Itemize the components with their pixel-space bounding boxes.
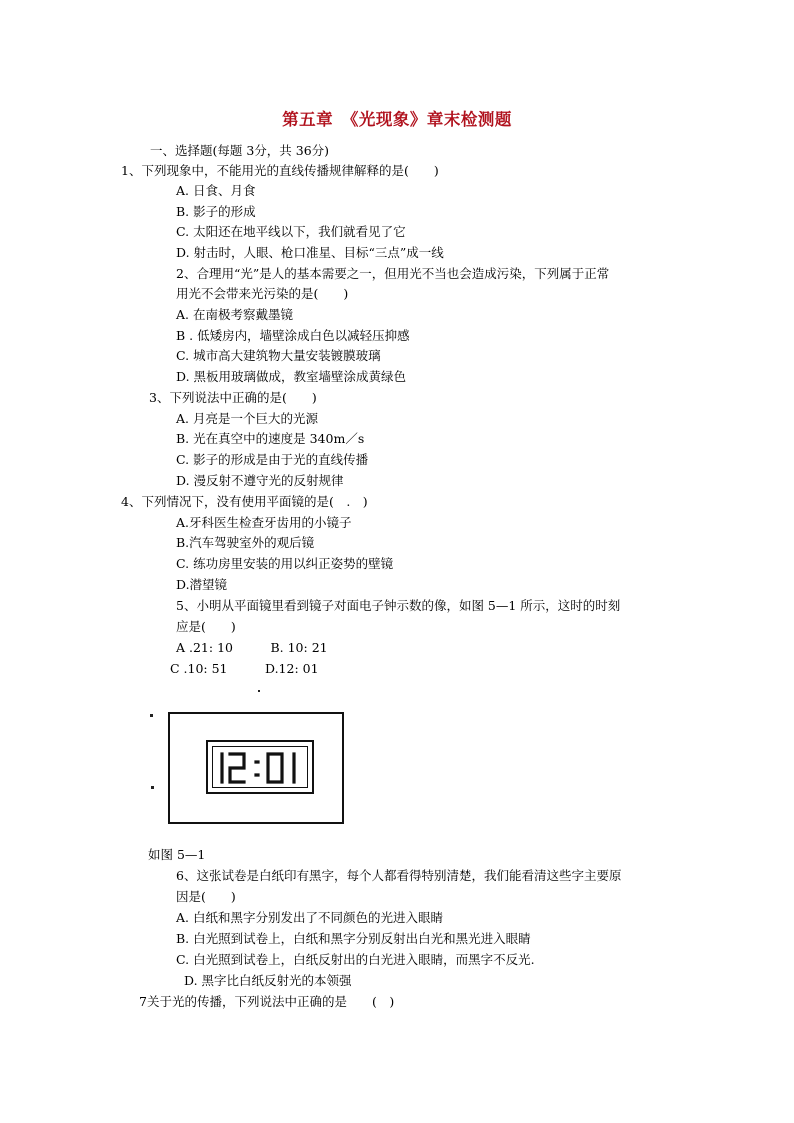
question-3-stem: 3、下列说法中正确的是( )	[149, 390, 317, 405]
question-5-options-c-d: C .10: 51 D.12: 01	[170, 661, 319, 676]
page-title: 第五章 《光现象》章末检测题	[282, 110, 512, 129]
digital-clock-display	[206, 740, 314, 794]
question-2-stem-line-2: 用光不会带来光污染的是( )	[176, 286, 349, 301]
question-6-option-d: D. 黑字比白纸反射光的本领强	[184, 973, 352, 988]
question-1-stem: 1、下列现象中，不能用光的直线传播规律解释的是( )	[121, 163, 439, 178]
question-7-stem: 7关于光的传播，下列说法中正确的是 ( )	[139, 994, 395, 1009]
figure-caption: 如图 5—1	[148, 847, 206, 862]
question-2-option-a: A. 在南极考察戴墨镜	[176, 307, 293, 322]
question-4-stem: 4、下列情况下，没有使用平面镜的是( . )	[121, 494, 368, 509]
question-1-option-b: B. 影子的形成	[176, 204, 256, 219]
scan-mark	[151, 786, 154, 789]
question-6-option-a: A. 白纸和黑字分别发出了不同颜色的光进入眼睛	[176, 910, 443, 925]
question-3-option-c: C. 影子的形成是由于光的直线传播	[176, 452, 369, 467]
scan-mark	[150, 714, 153, 717]
question-1-option-a: A. 日食、月食	[176, 183, 256, 198]
question-4-option-c: C. 练功房里安装的用以纠正姿势的壁镜	[176, 556, 394, 571]
question-2-option-d: D. 黑板用玻璃做成，教室墙壁涂成黄绿色	[176, 369, 407, 384]
question-1-option-d: D. 射击时，人眼、枪口准星、目标“三点”成一线	[176, 245, 444, 260]
question-5-stem-line-2: 应是( )	[176, 619, 236, 634]
question-1-option-c: C. 太阳还在地平线以下，我们就看见了它	[176, 224, 406, 239]
question-2-option-b: B . 低矮房内，墙壁涂成白色以减轻压抑感	[176, 328, 410, 343]
clock-digits-icon	[208, 742, 312, 792]
question-6-stem-line-1: 6、这张试卷是白纸印有黑字，每个人都看得特别清楚，我们能看清这些字主要原	[176, 868, 622, 883]
question-6-stem-line-2: 因是( )	[176, 889, 236, 904]
question-2-option-c: C. 城市高大建筑物大量安装镀膜玻璃	[176, 348, 381, 363]
question-3-option-d: D. 漫反射不遵守光的反射规律	[176, 473, 344, 488]
question-5-stem-line-1: 5、小明从平面镜里看到镜子对面电子钟示数的像，如图 5—1 所示，这时的时刻	[176, 598, 621, 613]
scan-mark	[258, 690, 260, 692]
section-heading: 一、选择题(每题 3分，共 36分)	[150, 143, 330, 158]
question-4-option-a: A.牙科医生检查牙齿用的小镜子	[176, 515, 352, 530]
question-3-option-a: A. 月亮是一个巨大的光源	[176, 411, 318, 426]
question-6-option-b: B. 白光照到试卷上，白纸和黑字分别反射出白光和黑光进入眼睛	[176, 931, 531, 946]
question-6-option-c: C. 白光照到试卷上，白纸反射出的白光进入眼睛，而黑字不反光.	[176, 952, 535, 967]
question-2-stem-line-1: 2、合理用“光”是人的基本需要之一，但用光不当也会造成污染，下列属于正常	[176, 266, 610, 281]
question-3-option-b: B. 光在真空中的速度是 340m／s	[176, 431, 365, 446]
question-4-option-b: B.汽车驾驶室外的观后镜	[176, 535, 315, 550]
question-4-option-d: D.潜望镜	[176, 577, 228, 592]
question-5-options-a-b: A .21: 10 B. 10: 21	[176, 640, 328, 655]
